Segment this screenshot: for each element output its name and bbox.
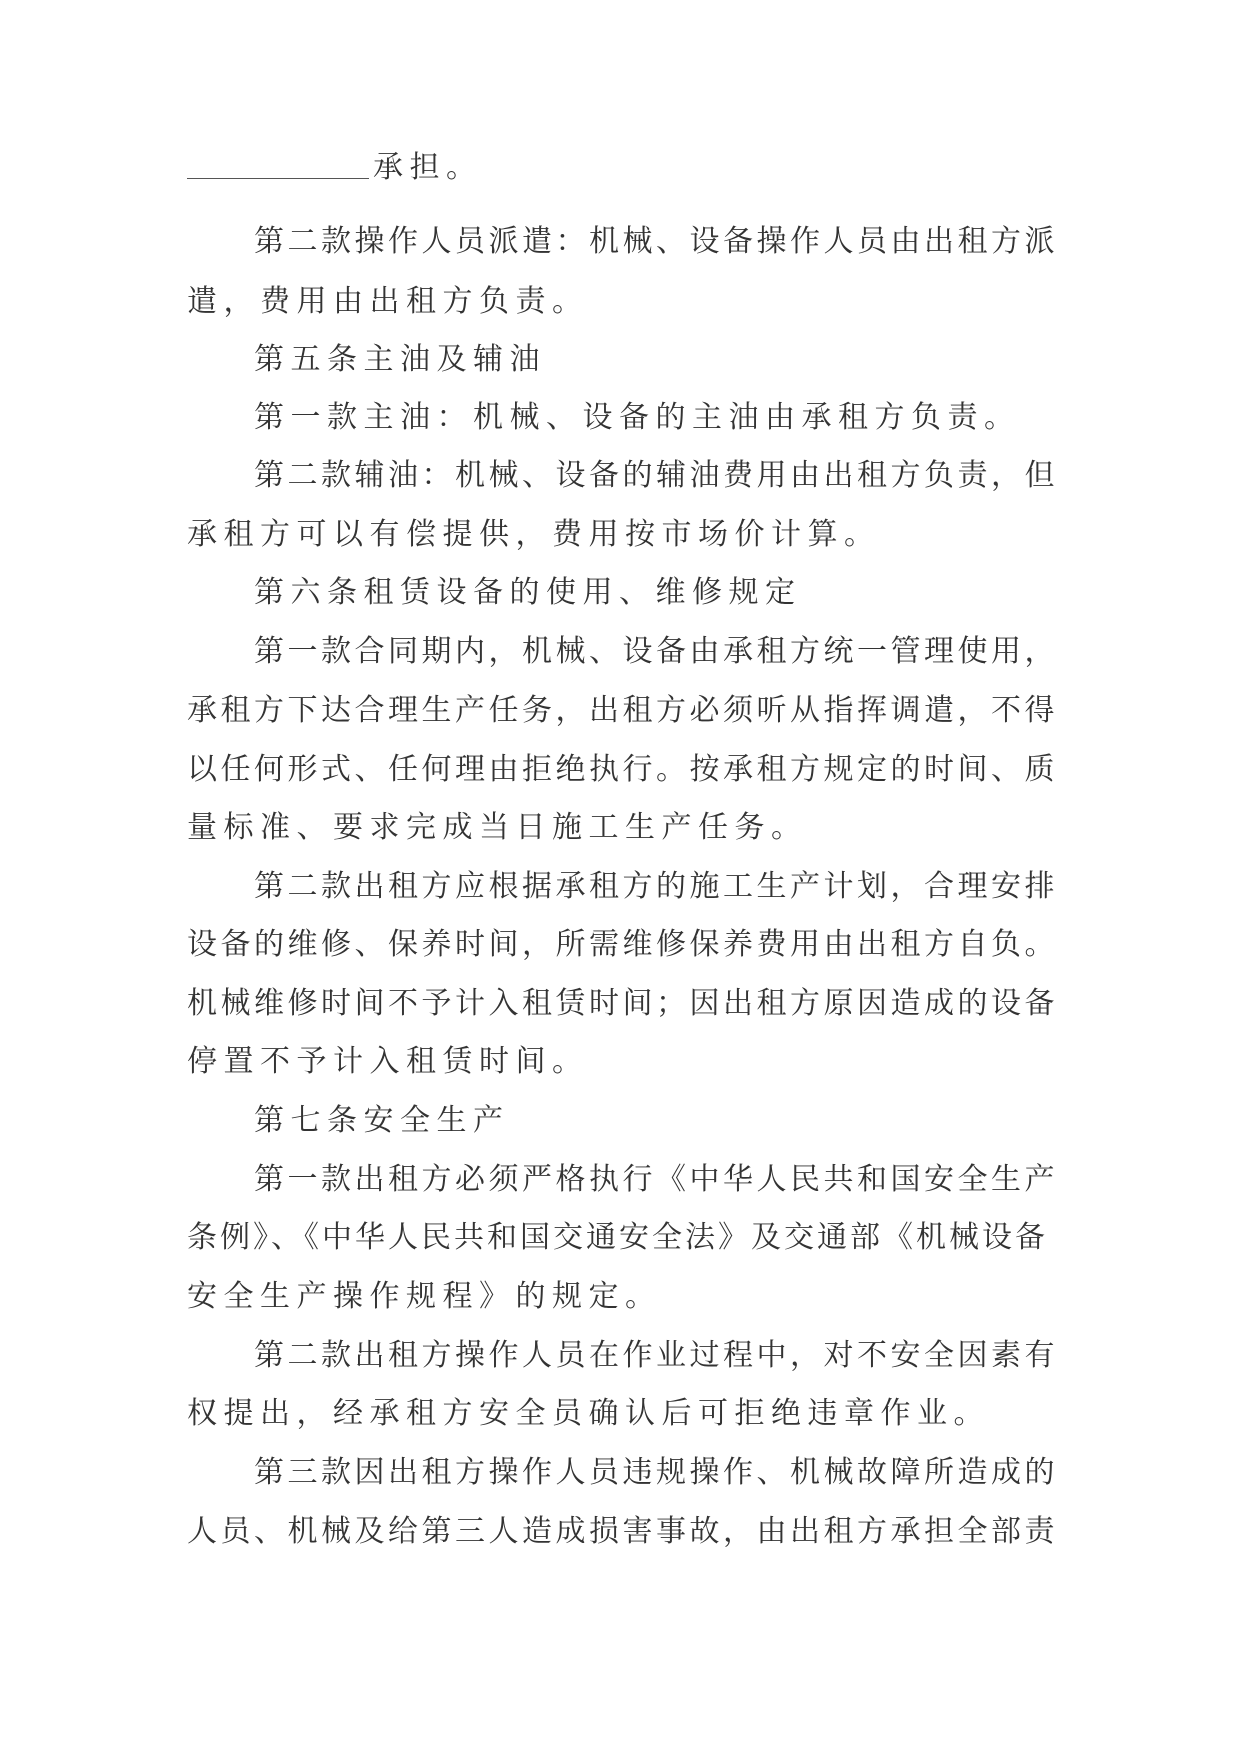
text-line-23: 第三款因出租方操作人员违规操作、机械故障所造成的: [254, 1455, 1058, 1490]
text-line-21: 第二款出租方操作人员在作业过程中，对不安全因素有: [254, 1338, 1058, 1373]
text-line-7: 承租方可以有偿提供，费用按市场价计算。: [187, 517, 881, 552]
text-line-3: 遣，费用由出租方负责。: [187, 284, 589, 319]
text-line-10: 承租方下达合理生产任务，出租方必须听从指挥调遣，不得: [187, 693, 1058, 728]
text-line-11: 以任何形式、任何理由拒绝执行。按承租方规定的时间、质: [187, 752, 1058, 787]
text-line-2: 第二款操作人员派遣：机械、设备操作人员由出租方派: [254, 224, 1058, 259]
text-line-20: 安全生产操作规程》的规定。: [187, 1279, 662, 1314]
text-line-22: 权提出，经承租方安全员确认后可拒绝违章作业。: [187, 1396, 990, 1431]
section-heading-6: 第六条租赁设备的使用、维修规定: [254, 575, 802, 610]
text-line-9: 第一款合同期内，机械、设备由承租方统一管理使用，: [254, 634, 1058, 669]
text-line-16: 停置不予计入租赁时间。: [187, 1044, 589, 1079]
section-heading-7: 第七条安全生产: [254, 1103, 510, 1138]
text-line-18: 第一款出租方必须严格执行《中华人民共和国安全生产: [254, 1162, 1058, 1197]
section-heading-5: 第五条主油及辅油: [254, 342, 546, 377]
fill-in-blank: [187, 148, 369, 179]
text-line-6: 第二款辅油：机械、设备的辅油费用由出租方负责，但: [254, 458, 1058, 493]
text-line-14: 设备的维修、保养时间，所需维修保养费用由出租方自负。: [187, 927, 1058, 962]
text-line-12: 量标准、要求完成当日施工生产任务。: [187, 810, 808, 845]
text-line-13: 第二款出租方应根据承租方的施工生产计划，合理安排: [254, 869, 1058, 904]
text-line-19: 条例》、《中华人民共和国交通安全法》及交通部《机械设备: [187, 1220, 1048, 1255]
text-line-15: 机械维修时间不予计入租赁时间；因出租方原因造成的设备: [187, 986, 1058, 1021]
text-line-1: 承担。: [187, 148, 483, 188]
text-line-5: 第一款主油：机械、设备的主油由承租方负责。: [254, 400, 1021, 435]
text-line-24: 人员、机械及给第三人造成损害事故，由出租方承担全部责: [187, 1514, 1058, 1549]
